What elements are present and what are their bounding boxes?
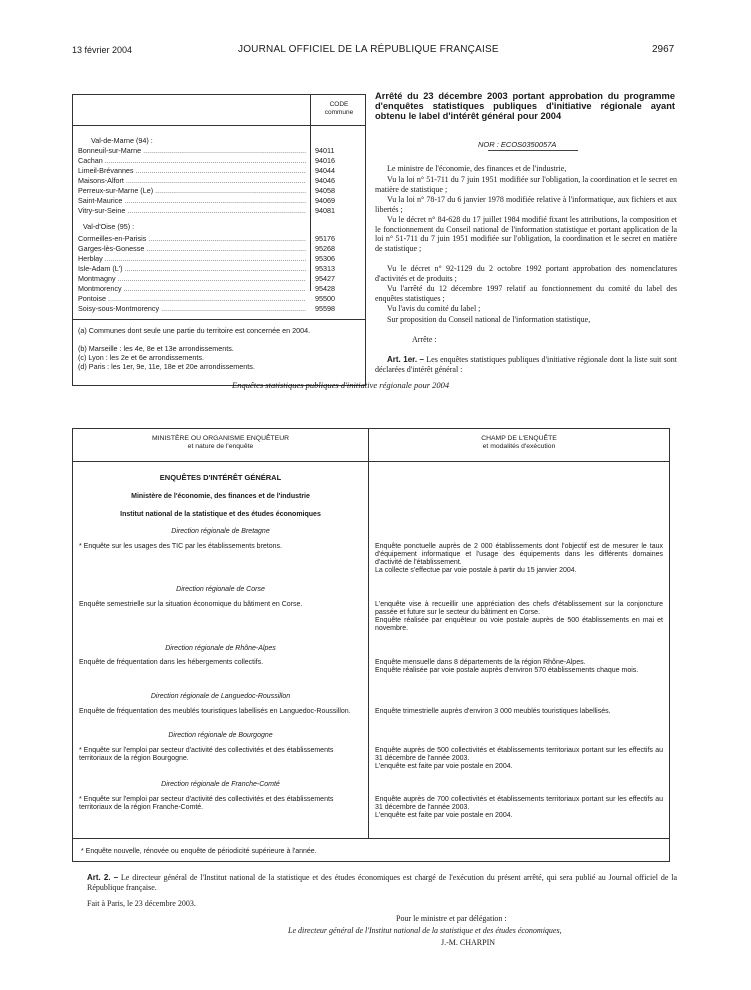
table-caption: Enquêtes statistiques publiques d'initiative régionale pour 2004 (232, 380, 450, 390)
paragraph: Sur proposition du Conseil national de l'information statistique, (387, 315, 591, 324)
arrete-word: Arrête : (412, 335, 437, 344)
footnote: (a) Communes dont seule une partie du territoire est concernée en 2004. (78, 326, 311, 335)
survey-details: Enquête ponctuelle auprès de 2 000 établissements dont l'objectif est de mesurer le taux d'équipement informatique et l'usage des équipements dans les différents domaines d'activité de l'établissement. La collecte s'effectue par voie postale à partir du 15 janvier 2004. (375, 543, 663, 574)
page-number: 2967 (652, 44, 675, 55)
table-row: Montmagny ..... 95427 (78, 274, 358, 284)
survey-details: Enquête auprès de 500 collectivités et établissements territoriaux portant sur les effectifs au 31 décembre de l'année 2003. L'enquête est faite par voie postale en 2004. (375, 747, 663, 770)
article-2: Art. 2. – Le directeur général de l'Institut national de la statistique et des études économiques est chargé de l'exécution du présent arrêté, qui sera publié au Journal officiel de la République française. (87, 873, 678, 892)
table-row: Pontoise ..... 95500 (78, 294, 358, 304)
dept-val-de-marne: Val-de-Marne (94) : (91, 136, 153, 145)
direction-label: Direction régionale de Rhône-Alpes (165, 645, 276, 652)
table-row: Limeil-Brévannes ..... 94044 (78, 166, 358, 176)
survey-description: * Enquête sur l'emploi par secteur d'activité des collectivités et des établissements territoriaux de la région Bourgogne. (79, 747, 334, 762)
table-row: Maisons-Alfort ..... 94046 (78, 176, 358, 186)
footnote: (b) Marseille : les 4e, 8e et 13e arrondissements. (78, 344, 234, 353)
section-title: ENQUÊTES D'INTÉRÊT GÉNÉRAL (159, 473, 282, 482)
paragraph: Vu la loi n° 78-17 du 6 janvier 1978 modifiée relative à l'informatique, aux fichiers et aux libertés ; (375, 195, 677, 214)
table-row: Herblay ..... 95306 (78, 254, 358, 264)
date-place: Fait à Paris, le 23 décembre 2003. (87, 899, 196, 908)
ministry-name: Ministère de l'économie, des finances et de l'industrie (131, 493, 310, 500)
code-column-header: CODE commune (324, 101, 354, 116)
separator (488, 150, 578, 151)
footnote: (d) Paris : les 1er, 9e, 11e, 18e et 20e arrondissements. (78, 362, 255, 371)
arrete-title: Arrêté du 23 décembre 2003 portant approbation du programme d'enquêtes statistiques publiques d'initiative régionale ayant obtenu le label d'intérêt général pour 2004 (375, 91, 675, 121)
table-row: Vitry-sur-Seine ..... 94081 (78, 206, 358, 216)
survey-description: Enquête de fréquentation dans les hébergements collectifs. (79, 659, 264, 666)
table-row: Montmorency ..... 95428 (78, 284, 358, 294)
paragraph: Le ministre de l'économie, des finances et de l'industrie, (387, 164, 567, 173)
journal-title: JOURNAL OFFICIEL DE LA RÉPUBLIQUE FRANÇAISE (238, 44, 499, 55)
communes-table (72, 94, 366, 386)
article-1: Art. 1er. – Les enquêtes statistiques publiques d'initiative régionale dont la liste suit sont déclarées d'intérêt général : (375, 355, 677, 374)
direction-label: Direction régionale de Franche-Comté (161, 781, 280, 788)
column-header-right: CHAMP DE L'ENQUÊTE et modalités d'exécution (481, 435, 557, 450)
dept-val-d-oise: Val-d'Oise (95) : (83, 222, 135, 231)
table-row: Perreux-sur-Marne (Le) ..... 94058 (78, 186, 358, 196)
paragraph: Vu le décret n° 92-1129 du 2 octobre 1992 portant approbation des nomenclatures d'activités et de produits ; (375, 264, 677, 283)
survey-details: Enquête auprès de 700 collectivités et établissements territoriaux portant sur les effectifs au 31 décembre de l'année 2003. L'enquête est faite par voie postale en 2004. (375, 796, 663, 819)
table-row: Soisy-sous-Montmorency ..... 95598 (78, 304, 358, 314)
direction-label: Direction régionale de Corse (176, 586, 265, 593)
table-row: Saint-Maurice ..... 94069 (78, 196, 358, 206)
paragraph: Vu le décret n° 84-628 du 17 juillet 1984 modifié fixant les attributions, la composition et le fonctionnement du Conseil national de l'information statistique et portant application de la loi n° 51-711 du 7 juin 1951 modifiée sur l'obligation, la coordination et le secret en matière de statistique ; (375, 215, 677, 253)
header-date: 13 février 2004 (72, 45, 133, 55)
institute-name: Institut national de la statistique et des études économiques (120, 511, 321, 518)
direction-label: Direction régionale de Bretagne (171, 528, 270, 535)
table-row: Cormeilles-en-Parisis ..... 95176 (78, 234, 358, 244)
survey-description: * Enquête sur les usages des TIC par les établissements bretons. (79, 543, 282, 550)
enquetes-table (72, 428, 670, 862)
table-row: Bonneuil-sur-Marne ..... 94011 (78, 146, 358, 156)
table-row: Cachan ..... 94016 (78, 156, 358, 166)
footnote: (c) Lyon : les 2e et 6e arrondissements. (78, 353, 204, 362)
survey-description: Enquête de fréquentation des meublés touristiques labellisés en Languedoc-Roussillon. (79, 708, 351, 715)
column-header-left: MINISTÈRE OU ORGANISME ENQUÊTEUR et nature de l'enquête (151, 435, 290, 450)
signature-title: Le directeur général de l'Institut national de la statistique et des études économiques, (288, 926, 562, 935)
survey-description: Enquête semestrielle sur la situation économique du bâtiment en Corse. (79, 601, 303, 608)
paragraph: Vu l'avis du comité du label ; (387, 304, 481, 313)
direction-label: Direction régionale de Languedoc-Roussillon (150, 693, 291, 700)
survey-details: L'enquête vise à recueillir une appréciation des chefs d'établissement sur la conjoncture passée et future sur le secteur du bâtiment en Corse. Enquête réalisée par enquêteur ou voie postale auprès de 500 établissements en mai et novembre. (375, 601, 663, 632)
paragraph: Vu l'arrêté du 12 décembre 1997 relatif au fonctionnement du comité du label des enquêtes statistiques ; (375, 284, 677, 303)
signatory-name: J.-M. CHARPIN (441, 938, 496, 947)
nor-reference: NOR : ECOS0350057A (478, 140, 557, 149)
direction-label: Direction régionale de Bourgogne (168, 732, 273, 739)
table-row: Garges-lès-Gonesse ..... 95268 (78, 244, 358, 254)
survey-details: Enquête trimestrielle auprès d'environ 3 000 meublés touristiques labellisés. (375, 708, 611, 715)
table-row: Isle-Adam (L') ..... 95313 (78, 264, 358, 274)
paragraph: Vu la loi n° 51-711 du 7 juin 1951 modifiée sur l'obligation, la coordination et le secret en matière de statistique ; (375, 175, 677, 194)
survey-description: * Enquête sur l'emploi par secteur d'activité des collectivités et des établissements territoriaux de la région Franche-Comté. (79, 796, 334, 811)
table-footnote: * Enquête nouvelle, rénovée ou enquête de périodicité supérieure à l'année. (81, 848, 317, 855)
signature-line: Pour le ministre et par délégation : (396, 914, 507, 923)
survey-details: Enquête mensuelle dans 8 départements de la région Rhône-Alpes. Enquête réalisée par voie postale auprès d'environ 570 établissements chaque mois. (375, 659, 639, 674)
